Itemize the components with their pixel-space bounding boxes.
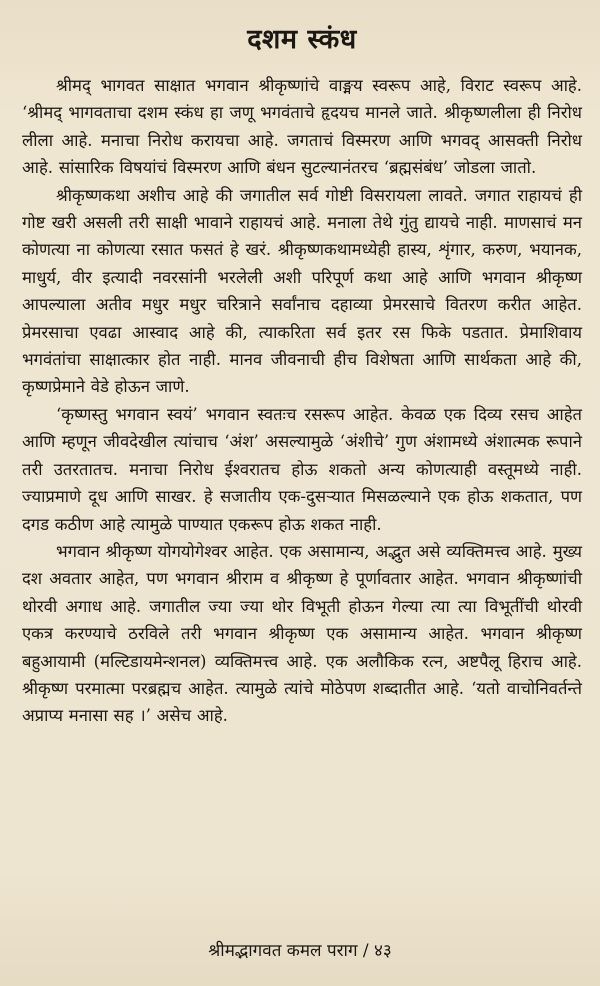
paragraph-4: भगवान श्रीकृष्ण योगयोगेश्वर आहेत. एक असामान्य, अद्भुत असे व्यक्तिमत्त्व आहे. मुख्य दश अवतार आहेत, पण भगवान श्रीराम व श्रीकृष्ण हे पूर्णावतार आहेत. भगवान श्रीकृष्णांची थोरवी अगाध आहे. जगातील ज्या ज्या थोर विभूती होऊन गेल्या त्या त्या विभूतींची थोरवी एकत्र करण्याचे ठरविले तरी भगवान श्रीकृष्ण एक असामान्य आहेत. भगवान श्रीकृष्ण बहुआयामी (मल्टिडायमेन्शनल) व्यक्तिमत्त्व आहे. एक अलौकिक रत्न, अष्टपैलू हिराच आहे. श्रीकृष्ण परमात्मा परब्रह्मच आहेत. त्यामुळे त्यांचे मोठेपण शब्दातीत आहे. ‘यतो वाचोनिवर्तन्ते अप्राप्य मनासा सह ।’ असेच आहे. xyxy=(22,541,582,726)
page-footer: श्रीमद्भागवत कमल पराग / ४३ xyxy=(208,941,392,961)
chapter-title: दशम स्कंध xyxy=(247,24,357,55)
paragraph-1: श्रीमद् भागवत साक्षात भगवान श्रीकृष्णांचे वाङ्मय स्वरूप आहे, विराट स्वरूप आहे. ‘श्रीमद् भागवताचा दशम स्कंध हा जणू भगवंताचे हृदयच मानले जाते. श्रीकृष्णलीला ही निरोध लीला आहे. मनाचा निरोध करायचा आहे. जगताचं विस्मरण आणि भगवद् आसक्ती निरोध आहे. सांसारिक विषयांचं विस्मरण आणि बंधन सुटल्यानंतरच ‘ब्रह्मसंबंध’ जोडला जातो. xyxy=(22,76,582,178)
paragraph-2: श्रीकृष्णकथा अशीच आहे की जगातील सर्व गोष्टी विसरायला लावते. जगात राहायचं ही गोष्ट खरी असली तरी साक्षी भावाने राहायचं आहे. मनाला तेथे गुंतु द्यायचे नाही. माणसाचं मन कोणत्या ना कोणत्या रसात फसतं हे खरं. श्रीकृष्णकथामध्येही हास्य, शृंगार, करुण, भयानक, माधुर्य, वीर इत्यादी नवरसांनी भरलेली अशी परिपूर्ण कथा आहे आणि भगवान श्रीकृष्ण आपल्याला अतीव मधुर मधुर चरित्राने सर्वांनाच दहाव्या प्रेमरसाचे वितरण करीत आहेत. प्रेमरसाचा एवढा आस्वाद आहे की, त्याकरिता सर्व इतर रस फिके पडतात. प्रेमाशिवाय भगवंतांचा साक्षात्कार होत नाही. मानव जीवनाची हीच विशेषता आणि सार्थकता आहे की, कृष्णप्रेमाने वेडे होऊन जाणे. xyxy=(22,185,582,397)
paragraph-3: ‘कृष्णस्तु भगवान स्वयं’ भगवान स्वतःच रसरूप आहेत. केवळ एक दिव्य रसच आहेत आणि म्हणून जीवदेखील त्यांचाच ‘अंश’ असल्यामुळे ‘अंशीचे’ गुण अंशामध्ये अंशात्मक रूपाने तरी उतरतातच. मनाचा निरोध ईश्वरातच होऊ शकतो अन्य कोणत्याही वस्तूमध्ये नाही. ज्याप्रमाणे दूध आणि साखर. हे सजातीय एक-दुसऱ्यात मिसळल्याने एक होऊ शकतात, पण दगड कठीण आहे त्यामुळे पाण्यात एकरूप होऊ शकत नाही. xyxy=(22,404,582,534)
